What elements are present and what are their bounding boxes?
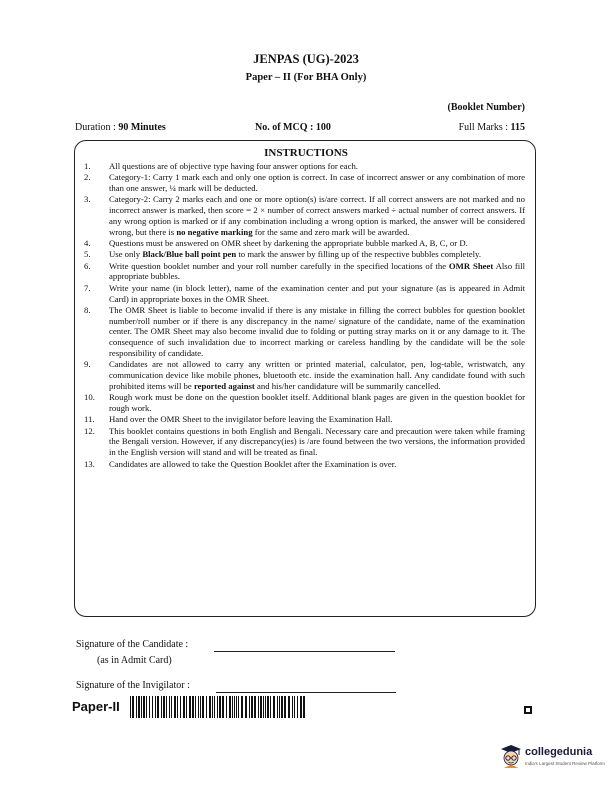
logo-tagline: India's Largest Student Review Platform — [525, 761, 605, 766]
barcode-bar — [152, 696, 153, 718]
barcode-bar — [217, 696, 218, 718]
barcode-bar — [288, 696, 290, 718]
barcode-bar — [220, 696, 221, 718]
duration-label: Duration : — [75, 122, 119, 133]
barcode-bar — [234, 696, 235, 718]
barcode-bar — [198, 696, 199, 718]
barcode-bar — [258, 696, 259, 718]
admit-card-note: (as in Admit Card) — [97, 655, 172, 666]
barcode-bar — [219, 696, 220, 718]
instruction-item: 13. Candidates are allowed to take the Question Booklet after the Examination is over. — [84, 458, 397, 469]
duration-value: 90 Minutes — [118, 122, 166, 133]
student-mascot-icon — [500, 744, 522, 768]
barcode-bar — [251, 696, 253, 718]
logo-wordmark: collegedunia — [525, 746, 593, 758]
barcode-bar — [163, 696, 165, 718]
barcode-bar — [214, 696, 215, 718]
instruction-item: 3. Category-2: Carry 2 marks each and one or more option(s) is/are correct. If all correct answers are not marked and no incorrect answer is marked, then score = 2 × number of correct answers marked ÷ actual number of correct answers. If any wrong option is marked or if any combination including a wrong option is marked, the answer will be considered wrong, but there is no negative marking for the same and zero mark will be awarded. — [84, 194, 525, 237]
full-marks-label: Full Marks : — [458, 122, 511, 133]
barcode-bar — [297, 696, 298, 718]
instruction-item: 5. Use only Black/Blue ball point pen to mark the answer by filling up of the respective bubbles completely. — [84, 249, 482, 260]
barcode-bar — [195, 696, 196, 718]
instruction-item: 7. Write your name (in block letter), name of the examination center and put your signature (as is appeared in Admit Card) in appropriate boxes in the OMR Sheet. — [84, 282, 525, 304]
barcode-bar — [209, 696, 211, 718]
barcode-bar — [171, 696, 172, 718]
barcode — [130, 696, 307, 718]
barcode-bar — [149, 696, 150, 718]
barcode-bar — [265, 696, 266, 718]
corner-mark — [524, 706, 532, 714]
barcode-bar — [254, 696, 256, 718]
barcode-bar — [277, 696, 278, 718]
barcode-bar — [238, 696, 239, 718]
barcode-bar — [226, 696, 227, 718]
barcode-bar — [279, 696, 280, 718]
paper-subtitle: Paper – II (For BHA Only) — [245, 72, 367, 83]
barcode-bar — [141, 696, 142, 718]
instruction-item: 4. Questions must be answered on OMR sheet by darkening the appropriate bubble marked A, B, C, or D. — [84, 238, 468, 249]
barcode-bar — [183, 696, 185, 718]
barcode-bar — [229, 696, 231, 718]
barcode-bar — [161, 696, 162, 718]
barcode-bar — [212, 696, 213, 718]
candidate-signature-label: Signature of the Candidate : — [76, 639, 189, 650]
barcode-bar — [232, 696, 233, 718]
mcq-count: No. of MCQ : 100 — [255, 122, 331, 133]
barcode-bar — [294, 696, 295, 718]
invigilator-signature-label: Signature of the Invigilator : — [76, 680, 190, 691]
barcode-bar — [169, 696, 170, 718]
barcode-bar — [249, 696, 250, 718]
barcode-bar — [245, 696, 247, 718]
barcode-bar — [166, 696, 167, 718]
barcode-bar — [281, 696, 283, 718]
instruction-item: 2. Category-1: Carry 1 mark each and only one option is correct. In case of incorrect answer or any combination of more than one answer, ¼ mark will be deducted. — [84, 172, 525, 194]
barcode-bar — [202, 696, 204, 718]
candidate-signature-line[interactable] — [214, 651, 395, 652]
instruction-item: 9. Candidates are not allowed to carry any written or printed material, calculator, pen, log-table, wristwatch, any communication device like mobile phones, bluetooth etc. inside the examination hall. Any candidate found with such prohibited items will be reported against and his/her candidature will be summarily cancelled. — [84, 359, 525, 391]
barcode-bar — [241, 696, 243, 718]
instruction-item: 1. All questions are of objective type having four answer options for each. — [84, 161, 358, 171]
barcode-bar — [136, 696, 137, 718]
barcode-bar — [192, 696, 194, 718]
full-marks — [459, 122, 525, 133]
barcode-bar — [267, 696, 269, 718]
barcode-bar — [130, 696, 131, 718]
barcode-bar — [236, 696, 237, 718]
barcode-bar — [206, 696, 207, 718]
instruction-item: 10. Rough work must be done on the question booklet itself. Additional blank pages are given in the question booklet for rough work. — [84, 392, 525, 414]
barcode-bar — [303, 696, 305, 718]
barcode-bar — [284, 696, 286, 718]
barcode-bar — [222, 696, 224, 718]
barcode-bar — [174, 696, 176, 718]
instruction-item: 8. The OMR Sheet is liable to become invalid if there is any mistake in filling the correct bubbles for question booklet number/roll number or if there is any discrepancy in the name/ signature of the candidate, name of the examination center. The OMR Sheet may also become invalid due to folding or putting stray marks on it or any damage to it. The consequence of such invalidation due to incorrect marking or careless handling by the candidate will be the sole responsibility of candidate. — [84, 304, 525, 359]
booklet-number-label: (Booklet Number) — [447, 102, 525, 113]
instruction-item: 11. Hand over the OMR Sheet to the invigilator before leaving the Examination Hall. — [84, 414, 393, 425]
duration — [75, 122, 166, 133]
barcode-bar — [189, 696, 191, 718]
barcode-bar — [180, 696, 181, 718]
barcode-bar — [273, 696, 275, 718]
barcode-bar — [146, 696, 147, 718]
barcode-bar — [177, 696, 178, 718]
barcode-bar — [260, 696, 262, 718]
instructions-heading: INSTRUCTIONS — [264, 147, 348, 159]
paper-label: Paper-II — [72, 699, 120, 714]
exam-title: JENPAS (UG)-2023 — [253, 52, 359, 66]
barcode-bar — [138, 696, 140, 718]
instruction-item: 6. Write question booklet number and your roll number carefully in the specified locations of the OMR Sheet Also fill appropriate bubbles. — [84, 260, 526, 282]
barcode-bar — [270, 696, 271, 718]
barcode-bar — [263, 696, 264, 718]
barcode-bar — [155, 696, 156, 718]
invigilator-signature-line[interactable] — [216, 692, 396, 693]
barcode-bar — [132, 696, 134, 718]
full-marks-value: 115 — [510, 122, 525, 133]
instructions-list — [84, 161, 525, 470]
barcode-bar — [292, 696, 293, 718]
barcode-bar — [157, 696, 159, 718]
barcode-bar — [143, 696, 145, 718]
barcode-bar — [200, 696, 201, 718]
barcode-bar — [186, 696, 187, 718]
instruction-item: 12. This booklet contains questions in both English and Bengali. Necessary care and precaution were taken while framing the Bengali version. However, if any discrepancy(ies) is /are found between the two versions, the information provided in the English version will stand and will be treated as final. — [84, 425, 525, 458]
barcode-bar — [300, 696, 302, 718]
